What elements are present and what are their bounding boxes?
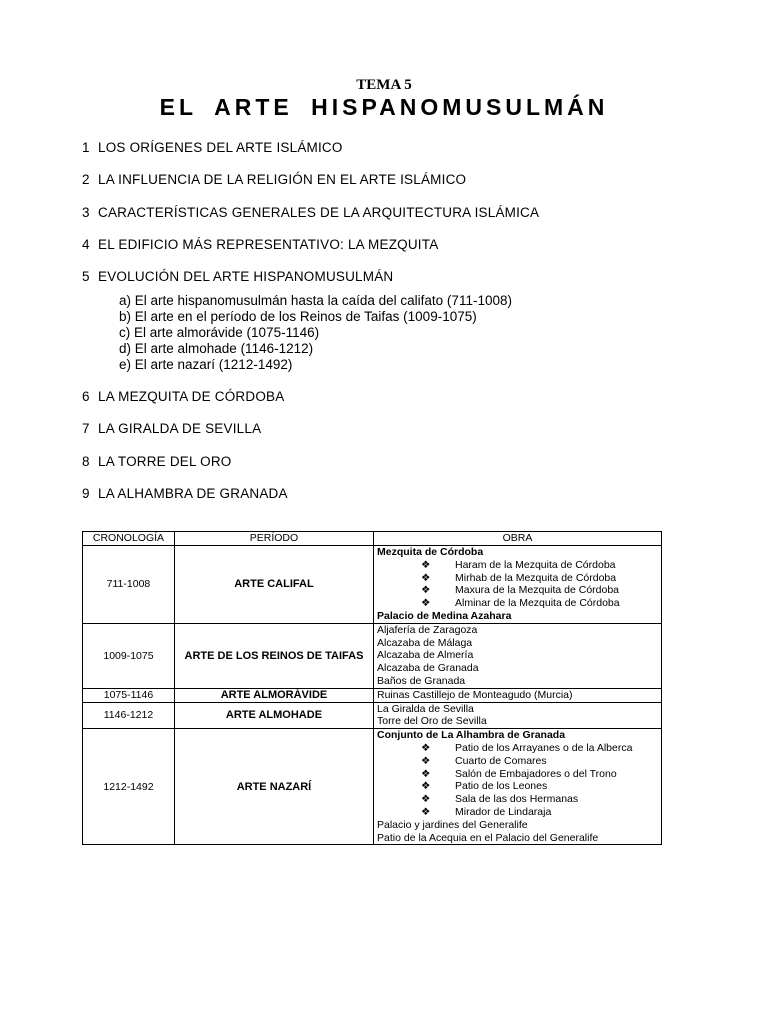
diamond-bullet-icon: ❖ [421, 805, 431, 818]
obra-item: Ruinas Castillejo de Monteagudo (Murcia) [377, 688, 573, 701]
diamond-bullet-icon: ❖ [421, 754, 431, 767]
obra-text: Haram de la Mezquita de Córdoba [455, 558, 616, 571]
page-title: EL ARTE HISPANOMUSULMÁN [159, 94, 609, 120]
cell-periodo: ARTE CALIFAL [174, 546, 373, 624]
page-tema: TEMA 5 [356, 77, 412, 93]
toc-num: 6 [82, 389, 90, 404]
toc-num: 4 [82, 237, 90, 252]
diamond-bullet-icon: ❖ [421, 597, 431, 610]
obra-bullet-item [377, 597, 658, 610]
obra-bullet-item [377, 572, 658, 585]
obra-text: Mirhab de la Mezquita de Córdoba [455, 571, 617, 584]
toc-text: LA TORRE DEL ORO [98, 454, 232, 469]
obra-text: Alminar de la Mezquita de Córdoba [455, 597, 620, 610]
toc-item-7 [82, 421, 261, 436]
toc-item-3 [82, 205, 539, 220]
toc-num: 8 [82, 454, 90, 469]
obra-item: Patio de la Acequia en el Palacio del Generalife [377, 831, 599, 844]
subitem-e: e) El arte nazarí (1212-1492) [119, 357, 293, 372]
table-row [83, 623, 662, 688]
diamond-bullet-icon: ❖ [421, 571, 431, 584]
obra-bullet-item [377, 755, 658, 768]
diamond-bullet-icon: ❖ [421, 793, 431, 806]
diamond-bullet-icon: ❖ [421, 558, 431, 571]
toc-num: 9 [82, 486, 90, 501]
obra-item: Baños de Granada [377, 674, 466, 687]
obra-text: Sala de las dos Hermanas [455, 793, 579, 806]
obra-text: Mirador de Lindaraja [455, 805, 552, 818]
obra-text: Maxura de la Mezquita de Córdoba [455, 584, 620, 597]
obra-heading: Conjunto de La Alhambra de Granada [377, 729, 566, 742]
subitem-a: a) El arte hispanomusulmán hasta la caída del califato (711-1008) [119, 293, 512, 308]
cell-periodo: ARTE ALMORÁVIDE [174, 688, 373, 702]
column-header-obra: OBRA [374, 532, 662, 546]
toc-item-2 [82, 172, 466, 187]
toc-item-5 [82, 269, 393, 284]
cell-obra [374, 623, 662, 688]
obra-item: La Giralda de Sevilla [377, 702, 474, 715]
diamond-bullet-icon: ❖ [421, 780, 431, 793]
cell-cronologia: 1212-1492 [83, 729, 175, 845]
cell-cronologia: 1009-1075 [83, 623, 175, 688]
obra-bullet-item [377, 559, 658, 572]
column-header-cronologia: CRONOLOGÍA [83, 532, 175, 546]
diamond-bullet-icon: ❖ [421, 767, 431, 780]
obra-heading: Palacio de Medina Azahara [377, 609, 512, 622]
cell-periodo: ARTE DE LOS REINOS DE TAIFAS [174, 623, 373, 688]
toc-item-6 [82, 389, 284, 404]
diamond-bullet-icon: ❖ [421, 741, 431, 754]
toc-text: EVOLUCIÓN DEL ARTE HISPANOMUSULMÁN [98, 269, 394, 284]
cell-periodo: ARTE ALMOHADE [174, 702, 373, 729]
toc-num: 2 [82, 172, 90, 187]
obra-text: Salón de Embajadores o del Trono [455, 767, 617, 780]
cell-periodo: ARTE NAZARÍ [174, 729, 373, 845]
obra-bullet-item [377, 742, 658, 755]
toc-text: LA INFLUENCIA DE LA RELIGIÓN EN EL ARTE ISLÁMICO [98, 172, 467, 187]
diamond-bullet-icon: ❖ [421, 584, 431, 597]
table-row [83, 546, 662, 624]
cell-cronologia: 1146-1212 [83, 702, 175, 729]
toc-text: LA GIRALDA DE SEVILLA [98, 421, 262, 436]
table-header-row [83, 532, 662, 546]
cell-obra [374, 546, 662, 624]
obra-bullet-item [377, 584, 658, 597]
toc-text: LA ALHAMBRA DE GRANADA [98, 486, 288, 501]
obra-item: Aljafería de Zaragoza [377, 623, 478, 636]
cell-obra [374, 688, 662, 702]
obra-item: Alcazaba de Granada [377, 662, 479, 675]
obra-text: Patio de los Arrayanes o de la Alberca [455, 741, 633, 754]
obra-bullet-item [377, 768, 658, 781]
table-row [83, 702, 662, 729]
obra-item: Alcazaba de Almería [377, 649, 474, 662]
toc-text: LA MEZQUITA DE CÓRDOBA [98, 389, 285, 404]
toc-item-8 [82, 454, 232, 469]
obra-text: Patio de los Leones [455, 780, 548, 793]
subitem-b: b) El arte en el período de los Reinos de Taifas (1009-1075) [119, 309, 477, 324]
toc-num: 3 [82, 205, 90, 220]
obra-item: Torre del Oro de Sevilla [377, 715, 487, 728]
chronology-table [82, 531, 662, 845]
toc-item-9 [82, 486, 288, 501]
table-row [83, 688, 662, 702]
obra-heading: Mezquita de Córdoba [377, 546, 484, 558]
cell-cronologia: 1075-1146 [83, 688, 175, 702]
subitem-d: d) El arte almohade (1146-1212) [119, 341, 314, 356]
toc-item-4 [82, 237, 438, 252]
toc-text: CARACTERÍSTICAS GENERALES DE LA ARQUITECTURA ISLÁMICA [98, 205, 540, 220]
cell-obra [374, 702, 662, 729]
obra-bullet-item [377, 806, 658, 819]
cell-obra [374, 729, 662, 845]
subitem-c: c) El arte almorávide (1075-1146) [119, 325, 320, 340]
toc-text: EL EDIFICIO MÁS REPRESENTATIVO: LA MEZQUITA [98, 237, 439, 252]
toc-num: 5 [82, 269, 90, 284]
cell-cronologia: 711-1008 [83, 546, 175, 624]
table-row [83, 729, 662, 845]
toc-item-1 [82, 140, 343, 155]
obra-item: Palacio y jardines del Generalife [377, 818, 528, 831]
obra-bullet-item [377, 780, 658, 793]
table-body [83, 546, 662, 845]
obra-item: Alcazaba de Málaga [377, 636, 473, 649]
toc-num: 1 [82, 140, 90, 155]
toc-text: LOS ORÍGENES DEL ARTE ISLÁMICO [98, 140, 343, 155]
obra-text: Cuarto de Comares [455, 754, 547, 767]
toc-num: 7 [82, 421, 90, 436]
column-header-periodo: PERÍODO [174, 532, 373, 546]
obra-bullet-item [377, 793, 658, 806]
